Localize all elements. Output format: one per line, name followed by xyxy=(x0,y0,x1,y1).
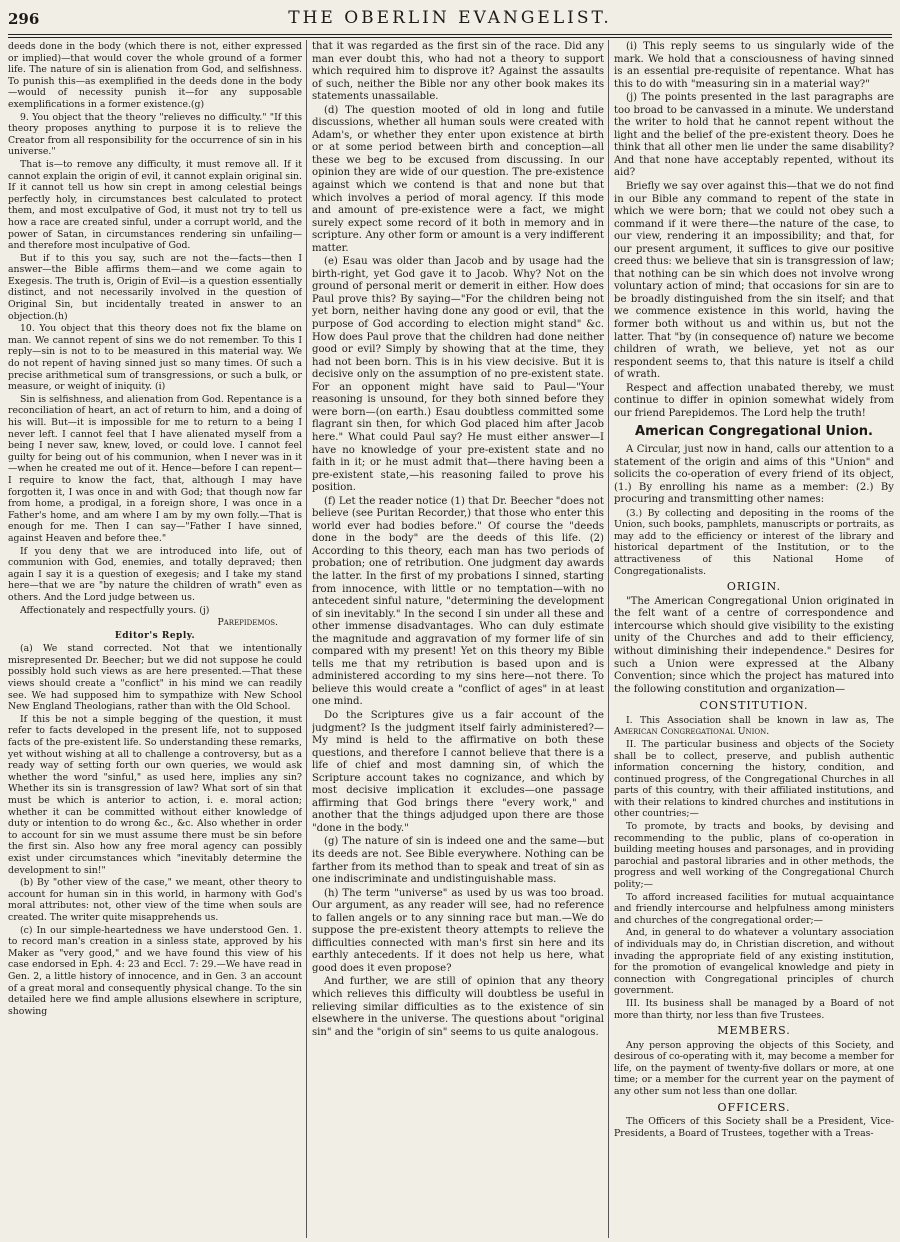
paragraph: A Circular, just now in hand, calls our attention to a statement of the origin and aims of this "Union" and solicits the co-operation of every friend of its object, (1.) By enrolling his name as a member: (2.) By procuring and transmitting other names: xyxy=(614,443,894,506)
paragraph: But if to this you say, such are not the—facts—then I answer—the Bible affirms them—and we come again to Exegesis. The truth is, Origin of Evil—is a question essentially distinct, and not necessarily involved in the question of Original Sin, but incidentally treated in answer to an objection.(h) xyxy=(8,252,302,322)
journal-title: THE OBERLIN EVANGELIST. xyxy=(288,8,612,28)
article-one-lead: I. This Association shall be known in law as, The xyxy=(626,714,894,726)
signature: Parepidemos. xyxy=(217,617,278,629)
paragraph: To afford increased facilities for mutual acquaintance and friendly intercourse and helpfulness among ministers and churches of the congregational order;— xyxy=(614,891,894,926)
paragraph: (g) The nature of sin is indeed one and the same—but its deeds are not. See Bible everywhere. Nothing can be farther from its method than to speak and treat of sin as one indiscriminate and undistinguishable mass. xyxy=(312,836,604,886)
paragraph: "The American Congregational Union originated in the felt want of a centre of correspondence and intercourse which should give visibility to the existing unity of the Churches and add to their efficiency, without diminishing their independence." Desires for such a Union were expressed at the Albany Convention; since which the project has matured into the following constitution and organization— xyxy=(614,595,894,695)
header-rule-double xyxy=(8,37,892,38)
paragraph: (b) By "other view of the case," we meant, other theory to account for human sin in this world, in harmony with God's moral attributes: not, other view of the time when souls are created. The writer quite misapprehends us. xyxy=(8,877,302,923)
paragraph: (i) This reply seems to us singularly wide of the mark. We hold that a consciousness of having sinned is an essential pre-requisite of repentance. What has this to do with "measuring sin in a material way?" xyxy=(614,41,894,90)
paragraph: 10. You object that this theory does not fix the blame on man. We cannot repent of sins we do not remember. To this I reply—sin is not to to be measured in this material way. We do not repent of having sinned just so many times. Of such a precise arithmetical sum of transgressions, or such a bulk, or measure, or weight of iniquity. (i) xyxy=(8,323,302,393)
paragraph: That is—to remove any difficulty, it must remove all. If it cannot explain the origin of evil, it cannot explain original sin. If it cannot tell us how sin crept in among celestial beings perfectly holy, in circumstances best calculated to protect them, and most exculpative of God, it must not try to tell us how a race are created sinful, under a corrupt world, and the power of Satan, in circumstances rendering sin unfailing—and therefore most inculpative of God. xyxy=(8,158,302,252)
paragraph: II. The particular business and objects of the Society shall be to collect, preserve, and publish authentic information concerning the history, condition, and continued progress, of the Congregational Churches in all parts of this country, with their affiliated institutions, and with their relations to kindred churches and institutions in other countries;— xyxy=(614,738,894,820)
paragraph: The Officers of this Society shall be a President, Vice-Presidents, a Board of Trustees, together with a Treas- xyxy=(614,1116,894,1139)
column-divider xyxy=(306,40,307,1238)
header-rule xyxy=(8,34,892,35)
paragraph: Do the Scriptures give us a fair account of the judgment? Is the judgment itself fairly administered?—My mind is held to the affirmative on both these questions, and therefore I cannot believe that there is a life of chief and most damning sin, of which the Scripture account takes no cognizance, and which by most decisive implication it excludes—one passage affirming that God brings there "every work," and another that the things adjudged upon there are those "done in the body." xyxy=(312,709,604,834)
paragraph: Briefly we say over against this—that we do not find in our Bible any command to repent of the state in which we were born; that we could not obey such a command if it were there—the nature of the case, to our view, rendering it an impossibility; and that, for our present argument, it suffices to give our positive creed thus: we believe that sin is transgression of law; that nothing can be sin which does not involve wrong voluntary action of mind; that occasions for sin are to be broadly distinguished from the sin itself; and that we commence existence in this world, having the former both without us and within us, but not the latter. That "by (in consequence of) nature we become children of wrath, we believe, yet not as our respondent seems to, that this nature is itself a child of wrath. xyxy=(614,181,894,381)
constitution-heading: CONSTITUTION. xyxy=(699,699,809,713)
paragraph: (c) In our simple-heartedness we have understood Gen. 1. to record man's creation in a sinless state, approved by his Maker as "very good," and we have found this view of his case endorsed in Eph. 4: 23 and Eccl. 7: 29.—We have read in Gen. 2, a little history of innocence, and in Gen. 3 an account of a great moral and consequently physical change. To the sin detailed here we find ample allusions elsewhere in scripture, showing xyxy=(8,924,302,1017)
paragraph: (a) We stand corrected. Not that we intentionally misrepresented Dr. Beecher; but we did not suppose he could possibly hold such views as are here presented.—That these views should create a "conflict" in his mind we can readily see. We had supposed him to sympathize with New School New England Theologians, rather than with the Old School. xyxy=(8,643,302,713)
paragraph: If this be not a simple begging of the question, it must refer to facts developed in the present life, not to supposed facts of the pre-existent life. So understanding these remarks, yet without wishing at all to challenge a controversy, but as a ready way of setting forth our own queries, we would ask whether the word "sinful," as used here, implies any sin? Whether its sin is transgression of law? What sort of sin that must be which is anterior to action, i. e. moral action; whether it can be committed without either knowledge of duty or intention to do wrong &c., &c. Also whether in order to account for sin we must assume there must be sin before the first sin. Also how any free moral agency can possibly exist under circumstances which "inevitably determine the development to sin!" xyxy=(8,713,302,876)
paragraph: III. Its business shall be managed by a Board of not more than thirty, nor less than five Trustees. xyxy=(614,997,894,1021)
origin-heading: ORIGIN. xyxy=(726,580,782,594)
paragraph: deeds done in the body (which there is not, either expressed or implied)—that would cover the whole ground of a former life. The nature of sin is alienation from God, and selfishness. To punish this—as exemplified in the deeds done in the body—would of necessity punish it—for any supposable exemplifications in a former existence.(g) xyxy=(8,41,302,110)
paragraph: Sin is selfishness, and alienation from God. Repentance is a reconciliation of heart, an act of return to him, and a doing of his will. But—it is impossible for me to return to a being I never left. I cannot feel that I have alienated myself from a being I never saw, knew, loved, or could love. I cannot feel guilty for being out of his communion, when I never was in it—when he created me out of it. Hence—before I can repent—I require to know the fact, that, although I may have forgotten it, I was once in and with God; that though now far from home, a prodigal, in a foreign shore, I was once in a Father's home, and am where I am by my own folly.—That is enough for me. Then I can say—"Father I have sinned, against Heaven and before thee." xyxy=(8,393,302,544)
paragraph: Any person approving the objects of this Society, and desirous of co-operating with it, may become a member for life, on the payment of twenty-five dollars or more, at one time; or a member for the current year on the payment of any other sum not less than one dollar. xyxy=(614,1039,894,1098)
paragraph: To promote, by tracts and books, by devising and recommending to the public, plans of co-operation in building meeting houses and parsonages, and in providing parochial and pastoral libraries and in other methods, the progress and well working of the Congregational Church polity;— xyxy=(614,821,894,891)
paragraph: Respect and affection unabated thereby, we must continue to differ in opinion somewhat widely from our friend Parepidemos. The Lord help the truth! xyxy=(614,382,894,419)
article-one xyxy=(614,715,894,738)
paragraph: (f) Let the reader notice (1) that Dr. Beecher "does not believe (see Puritan Recorder,) that those who enter this world ever had bodies before." Of course the "deeds done in the body" are the deeds of this life. (2) According to this theory, each man has two periods of probation; one of retribution. One judgment day awards the latter. In the first of my probations I sinned, starting from innocence, with little or no temptation—with no antecedent sinful nature, "determining the development of sin inevitably." In the second I sin under all these and other immense disadvantages. Who can duly estimate the magnitude and aggravation of my former life of sin compared with my present! Yet on this theory my Bible tells me that my retribution is based upon and is administered according to my sins here—not there. To believe this would create a "conflict of ages" in at least one mind. xyxy=(312,495,604,708)
paragraph: (h) The term "universe" as used by us was too broad. Our argument, as any reader will see, had no reference to fallen angels or to any sinning race but man.—We do suppose the pre-existent theory attempts to relieve the difficulties connected with man's first sin here and its earthly antecedents. If it does not help us here, what good does it even propose? xyxy=(312,887,604,974)
union-name: American Congregational Union. xyxy=(614,726,770,738)
paragraph: (j) The points presented in the last paragraphs are too broad to be canvassed in a minute. We understand the writer to hold that he cannot repent without the light and the belief of the pre-existent theory. Does he think that all other men lie under the same disability? And that none have acceptably repented, without its aid? xyxy=(614,92,894,179)
section-heading: American Congregational Union. xyxy=(635,424,873,440)
officers-heading: OFFICERS. xyxy=(717,1100,791,1114)
paragraph: (3.) By collecting and depositing in the rooms of the Union, such books, pamphlets, manuscripts or portraits, as may add to the efficiency or interest of the library and historical department of the Institution, or to the attractiveness of this National Home of Congregationalists. xyxy=(614,507,894,577)
column-middle xyxy=(312,41,604,1237)
paragraph: (e) Esau was older than Jacob and by usage had the birth-right, yet God gave it to Jacob. Why? Not on the ground of personal merit or demerit in either. How does Paul prove this? By saying—"For the children being not yet born, neither having done any good or evil, that the purpose of God according to election might stand" &c. How does Paul prove that the children had done neither good or evil? Simply by showing that at the time, they had not been born. This is in his view decisive. But it is decisive only on the assumption of no pre-existent state. For an opponent might have said to Paul—"Your reasoning is unsound, for they both sinned before they were born—(on earth.) Esau doubtless committed some flagrant sin then, for which God placed him after Jacob here." What could Paul say? He must either answer—I have no knowledge of your pre-existent state and no faith in it; or he must admit that—there having been a pre-existent state,—his reasoning failed to prove his position. xyxy=(312,256,604,494)
paragraph: And, in general to do whatever a voluntary association of individuals may do, in Christian discretion, and without invading the appropriate field of any existing institution, for the promotion of evangelical knowledge and piety in connection with Congregational principles of church government. xyxy=(614,927,894,997)
paragraph: that it was regarded as the first sin of the race. Did any man ever doubt this, who had not a theory to support which required him to disprove it? Against the assaults of such, neither the Bible nor any other book makes its statements unassailable. xyxy=(312,41,604,103)
paragraph: And further, we are still of opinion that any theory which relieves this difficulty will doubtless be useful in relieving similar difficulties as to the existence of sin elsewhere in the universe. The questions about "original sin" and the "origin of sin" seems to us quite analogous. xyxy=(312,976,604,1038)
column-right xyxy=(614,41,894,1237)
page-number: 296 xyxy=(8,10,40,28)
paragraph: 9. You object that the theory "relieves no difficulty." "If this theory proposes anything to purpose it is to relieve the Creator from all responsibility for the occurrence of sin in his universe." xyxy=(8,111,302,158)
paragraph: (d) The question mooted of old in long and futile discussions, whether all human souls were created with Adam's, or whether they enter upon existence at birth or at some period between birth and conception—all these we beg to be excused from discussing. In our opinion they are wide of our question. The pre-existence against which we contend is that and none but that which involves a period of moral agency. If this mode and amount of pre-existence were a fact, we might surely expect some record of it both in memory and in scripture. Any other form or amount is a very indifferent matter. xyxy=(312,104,604,254)
paragraph: Affectionately and respectfully yours. (j) xyxy=(20,604,210,616)
column-left xyxy=(8,41,302,1237)
members-heading: MEMBERS. xyxy=(717,1024,791,1038)
column-divider xyxy=(608,40,609,1238)
editors-reply-heading: Editor's Reply. xyxy=(114,630,196,641)
paragraph: If you deny that we are introduced into life, out of communion with God, enemies, and totally depraved; then again I say it is a question of exegesis; and I take my stand here—that we are "by nature the children of wrath" even as others. And the Lord judge between us. xyxy=(8,545,302,603)
masthead xyxy=(8,6,892,36)
